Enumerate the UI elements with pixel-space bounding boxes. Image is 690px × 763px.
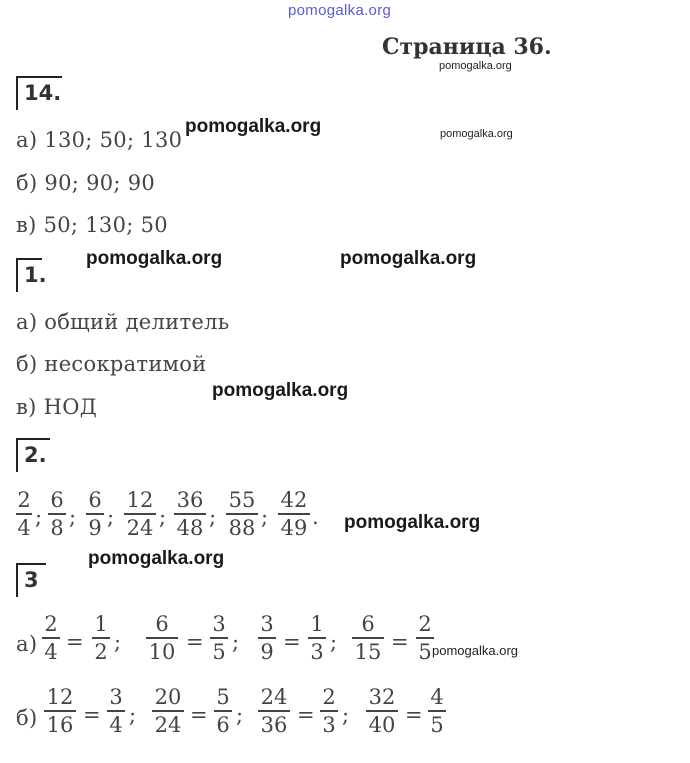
denominator: 5 (430, 712, 444, 737)
fraction (48, 488, 66, 540)
denominator: 5 (212, 639, 226, 664)
watermark-big: pomogalka.org (88, 548, 225, 569)
fraction (278, 488, 310, 540)
fraction-bar (42, 637, 60, 639)
fraction-bar (366, 710, 398, 712)
equals-sign: = (83, 703, 101, 727)
fraction-bar (210, 637, 228, 639)
fraction-bar (107, 710, 125, 712)
fraction-bar (146, 637, 178, 639)
separator: ; (159, 505, 167, 529)
denominator: 24 (154, 712, 182, 737)
fraction-bar (152, 710, 184, 712)
fraction (258, 685, 290, 737)
numerator: 1 (310, 612, 324, 636)
fraction-bar (428, 710, 446, 712)
numerator: 42 (280, 488, 308, 512)
task-number-1: 1. (16, 258, 42, 292)
watermark-small: pomogalka.org (439, 60, 512, 72)
denominator: 10 (148, 639, 176, 664)
fraction-bar (320, 710, 338, 712)
denominator: 6 (216, 712, 230, 737)
separator: ; (35, 505, 43, 529)
denominator: 8 (50, 515, 64, 540)
page-title: Страница 36. (382, 34, 552, 60)
separator: ; (69, 505, 77, 529)
fraction-bar (226, 513, 258, 515)
fraction (42, 612, 60, 664)
separator: ; (236, 703, 244, 727)
numerator: 20 (154, 685, 182, 709)
watermark-big: pomogalka.org (185, 116, 322, 137)
numerator: 3 (212, 612, 226, 636)
numerator: 2 (418, 612, 432, 636)
watermark-big: pomogalka.org (344, 512, 481, 533)
fraction (428, 685, 446, 737)
fraction (308, 612, 326, 664)
answer-line: а) 130; 50; 130 (16, 128, 183, 152)
numerator: 6 (50, 488, 64, 512)
equals-sign: = (66, 630, 84, 654)
fraction-bar (124, 513, 156, 515)
numerator: 5 (216, 685, 230, 709)
separator: ; (129, 703, 137, 727)
separator: ; (261, 505, 269, 529)
task-number-2: 2. (16, 438, 50, 472)
task-number-14: 14. (16, 76, 62, 110)
denominator: 3 (310, 639, 324, 664)
watermark-small: pomogalka.org (440, 128, 513, 140)
numerator: 24 (260, 685, 288, 709)
fraction (352, 612, 384, 664)
fraction (92, 612, 110, 664)
denominator: 3 (322, 712, 336, 737)
fraction (258, 612, 276, 664)
separator: ; (232, 630, 240, 654)
fraction (152, 685, 184, 737)
row-label-a: а) (16, 632, 38, 656)
fraction (86, 488, 104, 540)
separator: ; (209, 505, 217, 529)
numerator: 2 (44, 612, 58, 636)
separator: ; (330, 630, 338, 654)
denominator: 49 (280, 515, 308, 540)
numerator: 12 (126, 488, 154, 512)
denominator: 9 (260, 639, 274, 664)
numerator: 6 (361, 612, 375, 636)
fraction (416, 612, 434, 664)
row-label-b: б) (16, 706, 38, 730)
denominator: 4 (17, 515, 31, 540)
numerator: 12 (46, 685, 74, 709)
watermark-big: pomogalka.org (212, 380, 349, 401)
denominator: 16 (46, 712, 74, 737)
fraction (174, 488, 206, 540)
watermark-small: pomogalka.org (432, 643, 518, 658)
fraction (226, 488, 258, 540)
answer-line: а) общий делитель (16, 310, 230, 334)
fraction-bar (258, 710, 290, 712)
equals-sign: = (283, 630, 301, 654)
denominator: 88 (228, 515, 256, 540)
fraction-bar (48, 513, 66, 515)
separator: ; (107, 505, 115, 529)
fraction-bar (86, 513, 104, 515)
fraction-bar (278, 513, 310, 515)
fraction-bar (308, 637, 326, 639)
denominator: 15 (354, 639, 382, 664)
numerator: 32 (368, 685, 396, 709)
equals-sign: = (190, 703, 208, 727)
denominator: 40 (368, 712, 396, 737)
fraction-bar (44, 710, 76, 712)
numerator: 1 (94, 612, 108, 636)
watermark-top: pomogalka.org (288, 2, 392, 19)
fraction-bar (258, 637, 276, 639)
fraction (210, 612, 228, 664)
fraction (366, 685, 398, 737)
equals-sign: = (297, 703, 315, 727)
fraction (107, 685, 125, 737)
end-mark: . (312, 505, 319, 529)
fraction-bar (92, 637, 110, 639)
answer-line: в) НОД (16, 395, 98, 419)
numerator: 4 (430, 685, 444, 709)
answer-line: в) 50; 130; 50 (16, 213, 168, 237)
numerator: 6 (155, 612, 169, 636)
watermark-big: pomogalka.org (340, 248, 477, 269)
fraction-bar (174, 513, 206, 515)
answer-line: б) несократимой (16, 352, 207, 376)
fraction (124, 488, 156, 540)
denominator: 48 (176, 515, 204, 540)
numerator: 3 (109, 685, 123, 709)
equals-sign: = (186, 630, 204, 654)
numerator: 2 (17, 488, 31, 512)
fraction-bar (352, 637, 384, 639)
fraction (320, 685, 338, 737)
separator: ; (114, 630, 122, 654)
fraction (214, 685, 232, 737)
equals-sign: = (405, 703, 423, 727)
fraction (44, 685, 76, 737)
denominator: 2 (94, 639, 108, 664)
denominator: 4 (44, 639, 58, 664)
fraction-bar (416, 637, 434, 639)
fraction (146, 612, 178, 664)
separator: ; (342, 703, 350, 727)
denominator: 5 (418, 639, 432, 664)
watermark-big: pomogalka.org (86, 248, 223, 269)
numerator: 3 (260, 612, 274, 636)
numerator: 36 (176, 488, 204, 512)
denominator: 24 (126, 515, 154, 540)
numerator: 2 (322, 685, 336, 709)
equals-sign: = (391, 630, 409, 654)
task-number-3: 3 (16, 563, 46, 597)
fraction (16, 488, 32, 540)
answer-line: б) 90; 90; 90 (16, 171, 156, 195)
denominator: 9 (88, 515, 102, 540)
numerator: 55 (228, 488, 256, 512)
denominator: 36 (260, 712, 288, 737)
denominator: 4 (109, 712, 123, 737)
fraction-bar (16, 513, 32, 515)
numerator: 6 (88, 488, 102, 512)
fraction-bar (214, 710, 232, 712)
